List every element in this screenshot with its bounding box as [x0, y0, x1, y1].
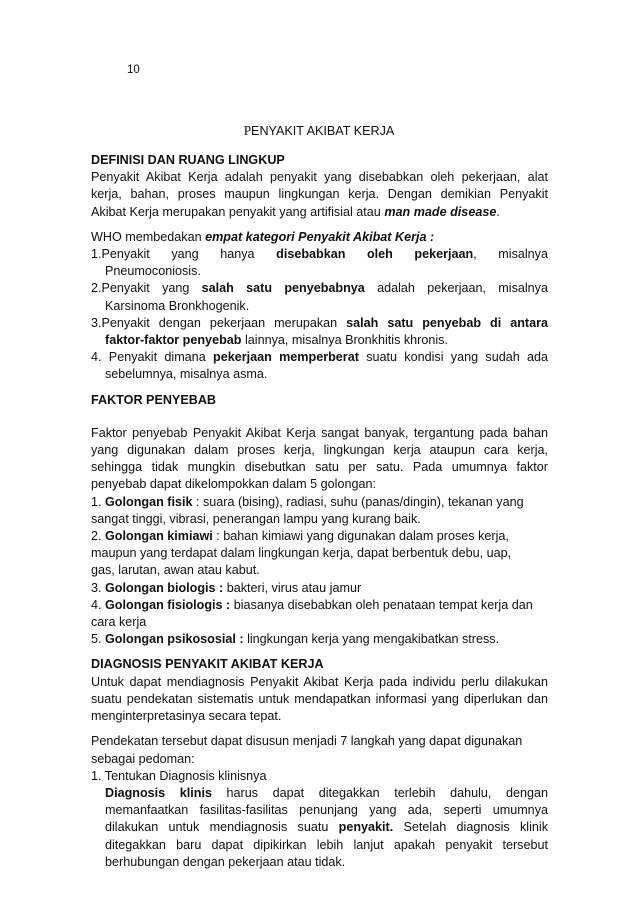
list-item [91, 597, 548, 614]
emphasis-text: empat kategori Penyakit Akibat Kerja : [205, 229, 435, 244]
bold-text: disebabkan oleh pekerjaan [276, 247, 474, 262]
list-item [91, 246, 548, 263]
paragraph-line: kerja, bahan, proses maupun lingkungan kerja. Dengan demikian Penyakit [91, 187, 548, 202]
step-line: berhubungan dengan pekerjaan atau tidak. [105, 854, 346, 869]
section-heading-definisi: DEFINISI DAN RUANG LINGKUP [91, 153, 285, 167]
bold-text: Golongan biologis : [105, 580, 224, 595]
bold-text: Golongan fisiologis : [105, 597, 231, 612]
text-span: 5. [91, 632, 106, 647]
bold-text: salah satu penyebab di antara [346, 315, 548, 330]
bold-text: Golongan kimiawi [105, 529, 213, 544]
text-span: 2. [91, 529, 106, 544]
paragraph-line: sehingga tidak mungkin disebutkan satu per satu. Pada umumnya faktor [91, 460, 548, 475]
text-span: lingkungan kerja yang mengakibatkan stress. [243, 632, 500, 647]
text-span: bakteri, virus atau jamur [223, 580, 362, 595]
paragraph-line: Untuk dapat mendiagnosis Penyakit Akibat Kerja pada individu perlu dilakukan [91, 674, 548, 689]
list-item [91, 494, 548, 511]
text-span: Akibat Kerja merupakan penyakit yang artifisial atau [91, 204, 385, 219]
list-item-continuation: Karsinoma Bronkhogenik. [105, 298, 250, 313]
list-item-continuation: cara kerja [91, 615, 147, 630]
paragraph-line: penyebab dapat dikelompokkan dalam 5 golongan: [91, 477, 376, 492]
text-span: 3. [91, 580, 106, 595]
emphasis-text: man made disease [384, 204, 497, 219]
step-line: ditegakkan baru dapat dipikirkan lebih lanjut apakah penyakit tersebut [105, 837, 548, 852]
bold-text: penyakit. [338, 820, 394, 835]
text-span: 4. [91, 597, 106, 612]
step-line [91, 819, 548, 836]
text-span: harus dapat ditegakkan terlebih dahulu, dengan [211, 785, 548, 800]
text-span: lainnya, misalnya Bronkhitis khronis. [241, 333, 448, 348]
step-title: 1. Tentukan Diagnosis klinisnya [91, 768, 267, 783]
text-span: 1. [91, 494, 106, 509]
list-item-continuation: sebelumnya, misalnya asma. [105, 367, 268, 382]
bold-text: Golongan fisik [105, 494, 193, 509]
text-span: : bahan kimiawi yang digunakan dalam proses kerja, [212, 529, 509, 544]
list-item [91, 280, 548, 297]
list-item-continuation [91, 332, 548, 349]
bold-text: faktor-faktor penyebab [105, 333, 242, 348]
text-span: 1.Penyakit yang hanya [91, 247, 277, 262]
text-span: adalah pekerjaan, misalnya [364, 281, 548, 296]
section-heading-faktor: FAKTOR PENYEBAB [91, 392, 217, 407]
document-body [91, 152, 548, 871]
list-item [91, 631, 548, 648]
paragraph-line: Penyakit Akibat Kerja adalah penyakit yang disebabkan oleh pekerjaan, alat [91, 170, 548, 185]
paragraph-line: Pendekatan tersebut dapat disusun menjadi 7 langkah yang dapat digunakan [91, 734, 523, 749]
list-item-continuation: Pneumoconiosis. [105, 264, 201, 279]
step-line: memanfaatkan fasilitas-fasilitas penunjang yang ada, seperti umumnya [105, 803, 548, 818]
bold-text: Diagnosis klinis [105, 785, 212, 800]
text-span: , misalnya [473, 247, 548, 262]
paragraph-line: menginterpretasinya secara tepat. [91, 709, 282, 724]
bold-text: Golongan psikososial : [105, 632, 244, 647]
step-line [91, 785, 548, 802]
paragraph-line [91, 204, 548, 221]
title-first-letter: P [243, 123, 252, 138]
paragraph-line: suatu pendekatan sistematis untuk mendapatkan informasi yang diperlukan dan [91, 691, 548, 706]
paragraph-line: sebagai pedoman: [91, 751, 195, 766]
text-span: WHO membedakan [91, 229, 206, 244]
paragraph-line: yang digunakan dalam proses kerja, lingkungan kerja ataupun cara kerja, [91, 443, 548, 458]
list-item [91, 315, 548, 332]
list-item [91, 349, 548, 366]
page-title [0, 122, 638, 140]
text-span: : suara (bising), radiasi, suhu (panas/dingin), tekanan yang [192, 494, 524, 509]
bold-text: pekerjaan memperberat [213, 350, 359, 365]
text-span: 2.Penyakit yang [91, 281, 202, 296]
section-heading-diagnosis: DIAGNOSIS PENYAKIT AKIBAT KERJA [91, 657, 324, 672]
text-span: biasanya disebabkan oleh penataan tempat kerja dan [230, 597, 533, 612]
text-span: Setelah diagnosis klinik [393, 820, 548, 835]
text-span: dilakukan untuk mendiagnosis suatu [105, 820, 339, 835]
text-span: 4. Penyakit dimana [91, 350, 213, 365]
list-item-continuation: sangat tinggi, vibrasi, penerangan lampu yang kurang baik. [91, 511, 421, 526]
list-item [91, 580, 548, 597]
who-intro [91, 229, 548, 246]
list-item-continuation: maupun yang terdapat dalam lingkungan kerja, dapat berbentuk debu, uap, [91, 546, 512, 561]
bold-text: salah satu penyebabnya [201, 281, 365, 296]
paragraph-line: Faktor penyebab Penyakit Akibat Kerja sangat banyak, tergantung pada bahan [91, 425, 548, 440]
page-number: 10 [127, 64, 140, 76]
text-span: . [496, 204, 500, 219]
text-span: 3.Penyakit dengan pekerjaan merupakan [91, 315, 347, 330]
text-span: suatu kondisi yang sudah ada [358, 350, 549, 365]
list-item-continuation: gas, larutan, awan atau kabut. [91, 563, 260, 578]
title-rest: ENYAKIT AKIBAT KERJA [251, 124, 395, 138]
list-item [91, 528, 548, 545]
